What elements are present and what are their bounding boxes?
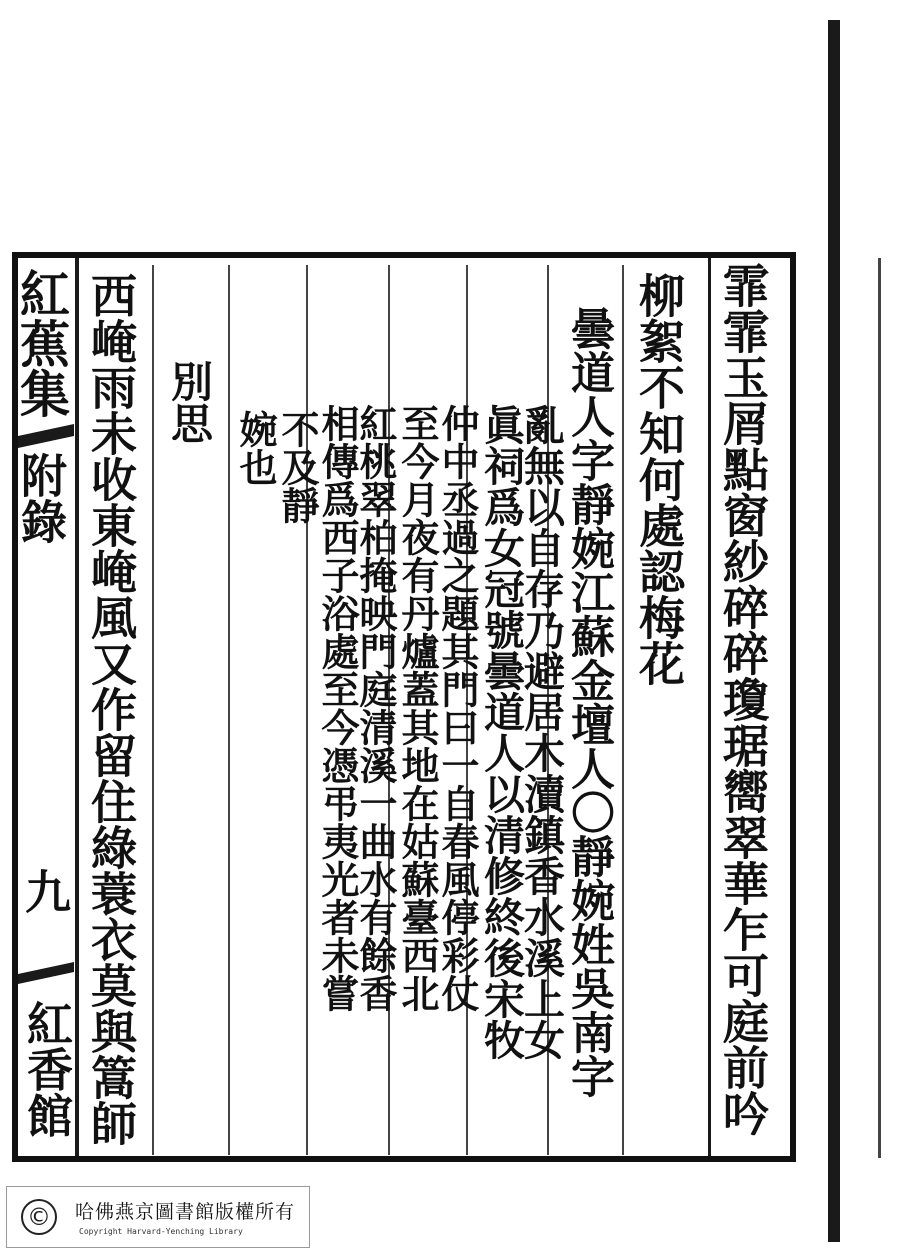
- text-column-10: 不及靜: [275, 410, 320, 524]
- copyright-subtitle: Copyright Harvard-Yenching Library: [79, 1227, 243, 1236]
- text-column-12: 別思: [165, 360, 214, 444]
- text-column-6: 仲中丞過之題其門曰一自春風停彩仗: [435, 404, 480, 1012]
- text-column-9: 相傳爲西子浴處至今憑弔夷光者未嘗: [315, 404, 360, 1012]
- text-column-8: 紅桃翠柏掩映門庭清溪一曲水有餘香: [353, 404, 398, 1012]
- column-divider: [306, 265, 308, 1155]
- margin-page-number: 九: [18, 868, 72, 914]
- text-column-11: 婉也: [233, 410, 278, 486]
- text-column-7: 至今月夜有丹爐蓋其地在姑蘇臺西北: [395, 404, 440, 1012]
- column-divider: [228, 265, 230, 1155]
- copyright-title: 哈佛燕京圖書館版權所有: [75, 1201, 296, 1223]
- column-divider: [708, 258, 711, 1156]
- text-column-5: 眞祠爲女冠號曇道人以清修終後宋牧: [477, 404, 525, 1060]
- margin-title: 紅蕉集: [12, 268, 71, 418]
- text-column-4: 亂無以自存乃避居木瀆鎮香水溪上女: [517, 404, 565, 1060]
- margin-column-divider: [75, 258, 79, 1156]
- text-column-2: 柳絮不知何處認梅花: [632, 272, 686, 686]
- margin-section: 附錄: [14, 452, 68, 544]
- text-column-13: 西崦雨未收東崦風又作留住綠蓑衣莫與篙師: [84, 272, 138, 1146]
- copyright-icon: ©: [21, 1199, 57, 1235]
- column-divider: [622, 265, 624, 1155]
- text-column-1: 霏霏玉屑點窗紗碎碎瓊琚嚮翠華乍可庭前吟: [716, 262, 770, 1136]
- page-edge-line-right: [878, 258, 881, 1158]
- column-divider: [152, 265, 154, 1155]
- copyright-stamp: [6, 1186, 310, 1248]
- margin-publisher: 紅香館: [20, 1000, 74, 1138]
- page-edge-line: [828, 20, 840, 1242]
- text-column-3: 曇道人字靜婉江蘇金壇人〇靜婉姓吳南字: [563, 306, 614, 1098]
